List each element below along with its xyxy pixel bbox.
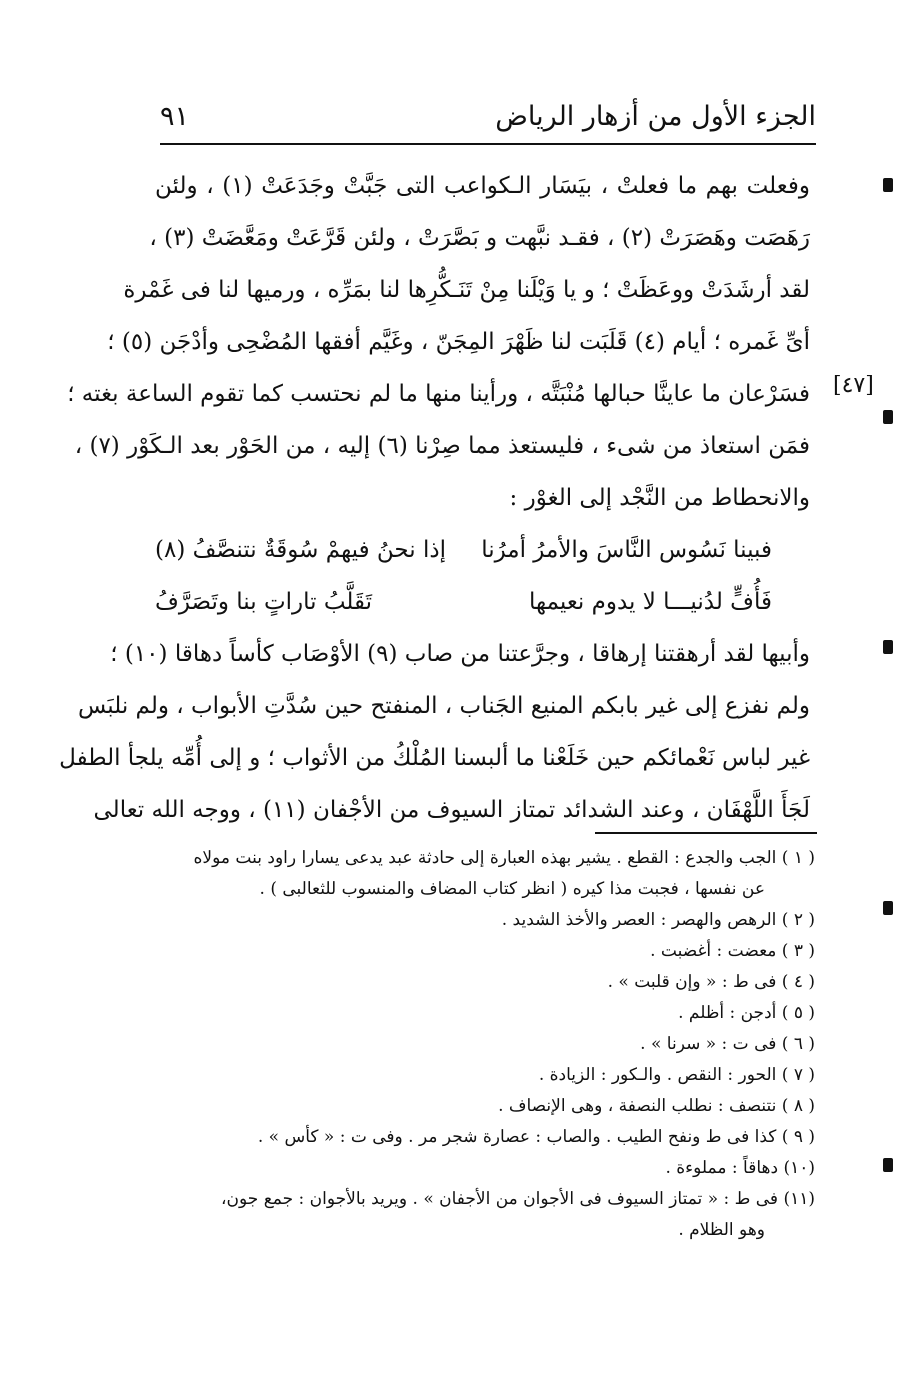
- text-line: غير لباس نَعْمائكم حين خَلَعْنا ما ألبسنا المُلْكُ من الأثواب ؛ و إلى أُمِّه يلجأ الطفل: [59, 745, 810, 771]
- footnote: ( ٣ ) معضت : أغضبت .: [650, 941, 815, 961]
- main-text: [59, 160, 810, 836]
- text-line: وفعلت بهم ما فعلتْ ، بيَسَار الـكواعب التى جَبَّتْ وجَدَعَتْ (١) ، ولئن: [155, 173, 810, 199]
- text-line: والانحطاط من النَّجْد إلى الغوْر :: [509, 485, 810, 511]
- footnotes: [160, 843, 815, 1246]
- margin-mark: [883, 901, 893, 915]
- verse-first-hemistich: فبينا نَسُوس النَّاسَ والأمرُ أمرُنا: [481, 537, 772, 563]
- verse-first-hemistich: فَأُفٍّ لدُنيـــا لا يدوم نعيمها: [528, 589, 772, 615]
- text-line: أىِّ غَمره ؛ أيام (٤) قَلَبَت لنا ظَهْرَ المِجَنّ ، وغَيَّم أفقها المُضْحِى وأدْجَن (٥) ؛: [107, 329, 810, 355]
- footnote-continuation: وهو الظلام .: [678, 1220, 765, 1240]
- margin-mark: [883, 640, 893, 654]
- margin-mark: [883, 1158, 893, 1172]
- verse-second-hemistich: تَقَلَّبُ تاراتٍ بنا وتَصَرَّفُ: [155, 589, 373, 615]
- verse-line: [155, 524, 810, 576]
- footnote: ( ٩ ) كذا فى ط ونفح الطيب . والصاب : عصارة شجر مر . وفى ت : « كأس » .: [257, 1127, 815, 1147]
- text-line: ولم نفزع إلى غير بابكم المنيع الجَناب ، المنفتح حين سُدَّتِ الأبواب ، ولم نلبَس: [77, 693, 810, 719]
- text-line: لقد أرشَدَتْ ووعَظَتْ ؛ و يا وَيْلَنا مِنْ تَنَـكُّرِها لنا بمَرِّه ، ورميها لنا فى غَمْرة: [123, 277, 810, 303]
- margin-mark: [883, 410, 893, 424]
- text-line: فسَرْعان ما عاينَّا حبالها مُنْبَتَّه ، ورأينا منها ما لم نحتسب كما تقوم الساعة بغته ؛: [67, 381, 810, 407]
- margin-reference: [٤٧]: [833, 373, 874, 398]
- footnote: ( ٤ ) فى ط : « وإن قلبت » .: [607, 972, 815, 992]
- footnote: ( ٦ ) فى ت : « سرنا » .: [640, 1034, 815, 1054]
- footnote: ( ٨ ) نتنصف : نطلب النصفة ، وهى الإنصاف .: [498, 1096, 815, 1116]
- footnote: ( ٧ ) الحور : النقص . والـكور : الزيادة .: [538, 1065, 815, 1085]
- footnote: ( ٥ ) أدجن : أظلم .: [678, 1003, 815, 1023]
- footnote-rule: [595, 832, 817, 834]
- text-line: فمَن استعاذ من شىء ، فليستعذ مما صِرْنا (٦) إليه ، من الحَوْر بعد الـكَوْر (٧) ،: [74, 433, 810, 459]
- page-number: ٩١: [160, 100, 190, 132]
- footnote: (١٠) دهاقاً : مملوءة .: [665, 1158, 815, 1178]
- footnote: ( ٢ ) الرهص والهصر : العصر والأخذ الشديد .: [501, 910, 815, 930]
- margin-mark: [883, 178, 893, 192]
- running-header: [160, 92, 816, 140]
- running-title: الجزء الأول من أزهار الرياض: [495, 100, 816, 132]
- verse-line: [155, 576, 810, 628]
- footnote: ( ١ ) الجب والجدع : القطع . يشير بهذه العبارة إلى حادثة عبد يدعى يسارا راود بنت مولاه: [193, 848, 815, 868]
- verse-second-hemistich: إذا نحنُ فيهمْ سُوقَةٌ نتنصَّفُ (٨): [155, 537, 447, 563]
- footnote: (١١) فى ط : « تمتاز السيوف فى الأجوان من الأجفان » . ويريد بالأجوان : جمع جون،: [221, 1189, 815, 1209]
- header-rule: [160, 143, 816, 145]
- text-line: رَهَصَت وهَصَرَتْ (٢) ، فقـد نبَّهت و بَصَّرَتْ ، ولئن قَرَّعَتْ ومَعَّضَتْ (٣) ،: [149, 225, 810, 251]
- text-line: لَجَأَ اللَّهْفَان ، وعند الشدائد تمتاز السيوف من الأجْفان (١١) ، ووجه الله تعالى: [93, 797, 810, 823]
- footnote-continuation: عن نفسها ، فجبت مذا كيره ( انظر كتاب المضاف والمنسوب للثعالبى ) .: [259, 879, 765, 899]
- text-line: وأبيها لقد أرهقتنا إرهاقا ، وجرَّعتنا من صاب (٩) الأوْصَاب كأساً دهاقا (١٠) ؛: [110, 641, 810, 667]
